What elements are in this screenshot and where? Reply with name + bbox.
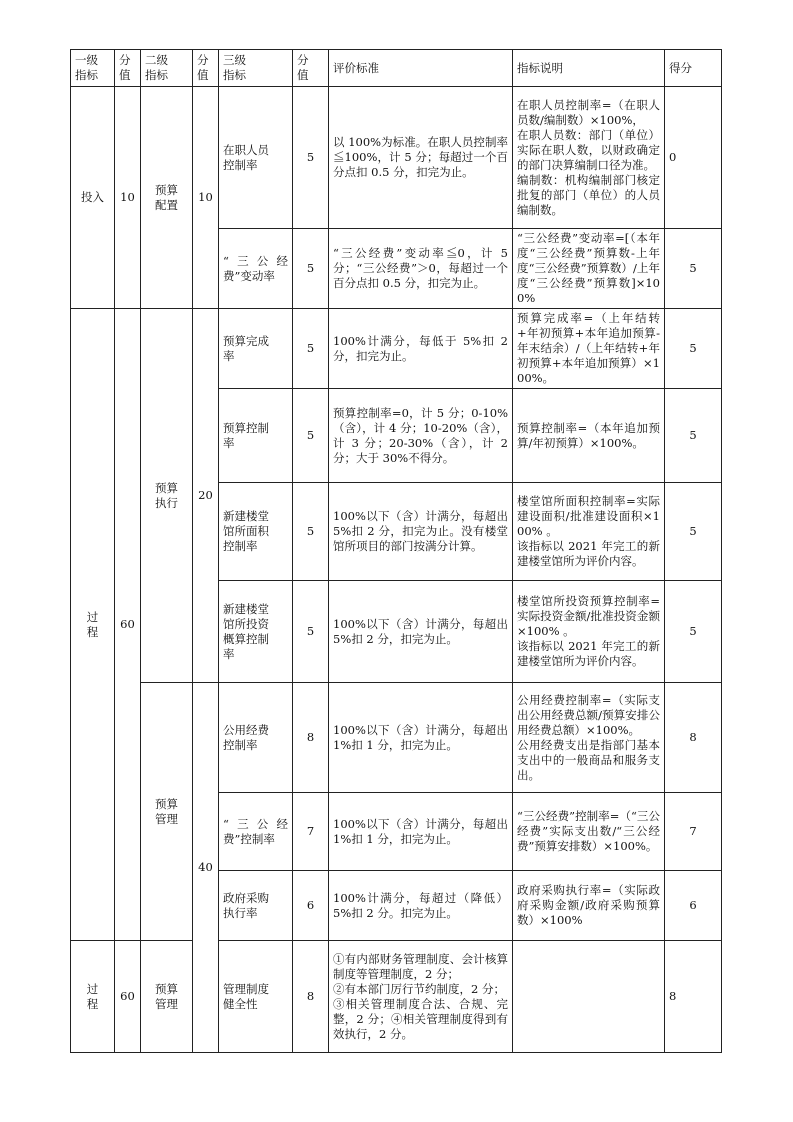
got-score-cell: 0	[665, 87, 722, 229]
l2-budget-mgmt-2: 预算 管理	[141, 941, 193, 1053]
l2-budget-exec-score: 20	[193, 309, 219, 683]
header-l3: 三级 指标	[219, 50, 293, 87]
table-row	[71, 87, 722, 229]
description-cell: “三公经费”变动率=[（本年度“三公经费”预算数-上年度“三公经费”预算数）/上年度“三公经费”预算数]×100%	[513, 229, 665, 309]
l2-budget-config-score: 10	[193, 87, 219, 309]
l1-process-score: 60	[115, 309, 141, 941]
l3-indicator: 管理制度 健全性	[219, 941, 293, 1053]
l3-indicator: 预算控制 率	[219, 389, 293, 483]
header-got: 得分	[665, 50, 722, 87]
l3-indicator: 预算完成 率	[219, 309, 293, 389]
table-row	[71, 309, 722, 389]
l3-score: 5	[293, 309, 329, 389]
l3-score: 5	[293, 87, 329, 229]
l3-score: 5	[293, 229, 329, 309]
header-l3-score: 分 值	[293, 50, 329, 87]
l2-budget-mgmt-score: 40	[193, 683, 219, 1053]
description-cell: 预算完成率=（上年结转+年初预算+本年追加预算-年末结余）/（上年结转+年初预算+本年追加预算）×100%。	[513, 309, 665, 389]
table-row	[71, 683, 722, 793]
table-row	[71, 941, 722, 1053]
got-score-cell: 5	[665, 309, 722, 389]
got-score-cell: 5	[665, 229, 722, 309]
got-score-cell: 5	[665, 389, 722, 483]
l1-input: 投入	[71, 87, 115, 309]
criteria-cell: 100%计满分，每低于 5%扣 2 分，扣完为止。	[329, 309, 513, 389]
l3-score: 8	[293, 683, 329, 793]
l3-score: 5	[293, 389, 329, 483]
l3-indicator: “三公经费”控制率	[219, 793, 293, 871]
description-cell: 楼堂馆所投资预算控制率=实际投资金额/批准投资金额×100% 。 该指标以 2021 年完工的新建楼堂馆所为评价内容。	[513, 581, 665, 683]
got-score-cell: 6	[665, 871, 722, 941]
l3-indicator: 在职人员 控制率	[219, 87, 293, 229]
description-cell: 政府采购执行率=（实际政府采购金额/政府采购预算数）×100%	[513, 871, 665, 941]
description-cell: 在职人员控制率=（在职人员数/编制数）×100%， 在职人员数：部门（单位）实际在职人数，以财政确定的部门决算编制口径为准。 编制数：机构编制部门核定批复的部门（单位）的人员编制数。	[513, 87, 665, 229]
header-l2-score: 分 值	[193, 50, 219, 87]
got-score-cell: 8	[665, 941, 722, 1053]
description-cell: 预算控制率=（本年追加预算/年初预算）×100%。	[513, 389, 665, 483]
got-score-cell: 8	[665, 683, 722, 793]
criteria-cell: 100%以下（含）计满分，每超出 5%扣 2 分，扣完为止。	[329, 581, 513, 683]
got-score-cell: 5	[665, 581, 722, 683]
l3-indicator: “三公经费”变动率	[219, 229, 293, 309]
criteria-cell: “三公经费”变动率≦0，计 5 分；“三公经费”＞0，每超过一个百分点扣 0.5 分，扣完为止。	[329, 229, 513, 309]
l3-score: 5	[293, 483, 329, 581]
header-l1-score: 分 值	[115, 50, 141, 87]
l3-score: 7	[293, 793, 329, 871]
l2-budget-mgmt: 预算 管理	[141, 683, 193, 941]
criteria-cell: 100%以下（含）计满分，每超出 1%扣 1 分，扣完为止。	[329, 793, 513, 871]
description-cell: 楼堂馆所面积控制率=实际建设面积/批准建设面积×100% 。 该指标以 2021 年完工的新建楼堂馆所为评价内容。	[513, 483, 665, 581]
criteria-cell: 100%以下（含）计满分，每超出 1%扣 1 分，扣完为止。	[329, 683, 513, 793]
criteria-cell: 预算控制率=0，计 5 分；0-10%（含），计 4 分；10-20%（含），计 3 分；20-30%（含），计 2 分；大于 30%不得分。	[329, 389, 513, 483]
l3-score: 5	[293, 581, 329, 683]
criteria-cell: 以 100%为标准。在职人员控制率≦100%，计 5 分；每超过一个百分点扣 0.5 分，扣完为止。	[329, 87, 513, 229]
l1-input-score: 10	[115, 87, 141, 309]
got-score-cell: 7	[665, 793, 722, 871]
l3-score: 6	[293, 871, 329, 941]
l1-process: 过 程	[71, 309, 115, 941]
description-cell: “三公经费”控制率=（“三公经费”实际支出数/“三公经费”预算安排数）×100%。	[513, 793, 665, 871]
evaluation-table	[70, 49, 722, 1053]
criteria-cell: 100%计满分，每超过（降低）5%扣 2 分。扣完为止。	[329, 871, 513, 941]
header-l1: 一级 指标	[71, 50, 115, 87]
header-criteria: 评价标准	[329, 50, 513, 87]
criteria-cell: ①有内部财务管理制度、会计核算制度等管理制度，2 分； ②有本部门厉行节约制度，2 分； ③相关管理制度合法、合规、完整，2 分；④相关管理制度得到有效执行，2 分。	[329, 941, 513, 1053]
header-l2: 二级 指标	[141, 50, 193, 87]
description-cell	[513, 941, 665, 1053]
l3-score: 8	[293, 941, 329, 1053]
l2-budget-exec: 预算 执行	[141, 309, 193, 683]
l3-indicator: 公用经费 控制率	[219, 683, 293, 793]
l3-indicator: 政府采购 执行率	[219, 871, 293, 941]
l3-indicator: 新建楼堂 馆所面积 控制率	[219, 483, 293, 581]
l1-process-2-score: 60	[115, 941, 141, 1053]
l3-indicator: 新建楼堂 馆所投资 概算控制 率	[219, 581, 293, 683]
l1-process-2: 过 程	[71, 941, 115, 1053]
header-row	[71, 50, 722, 87]
header-description: 指标说明	[513, 50, 665, 87]
description-cell: 公用经费控制率=（实际支出公用经费总额/预算安排公用经费总额）×100%。 公用经费支出是指部门基本支出中的一般商品和服务支出。	[513, 683, 665, 793]
criteria-cell: 100%以下（含）计满分，每超出 5%扣 2 分，扣完为止。没有楼堂馆所项目的部门按满分计算。	[329, 483, 513, 581]
l2-budget-config: 预算 配置	[141, 87, 193, 309]
got-score-cell: 5	[665, 483, 722, 581]
